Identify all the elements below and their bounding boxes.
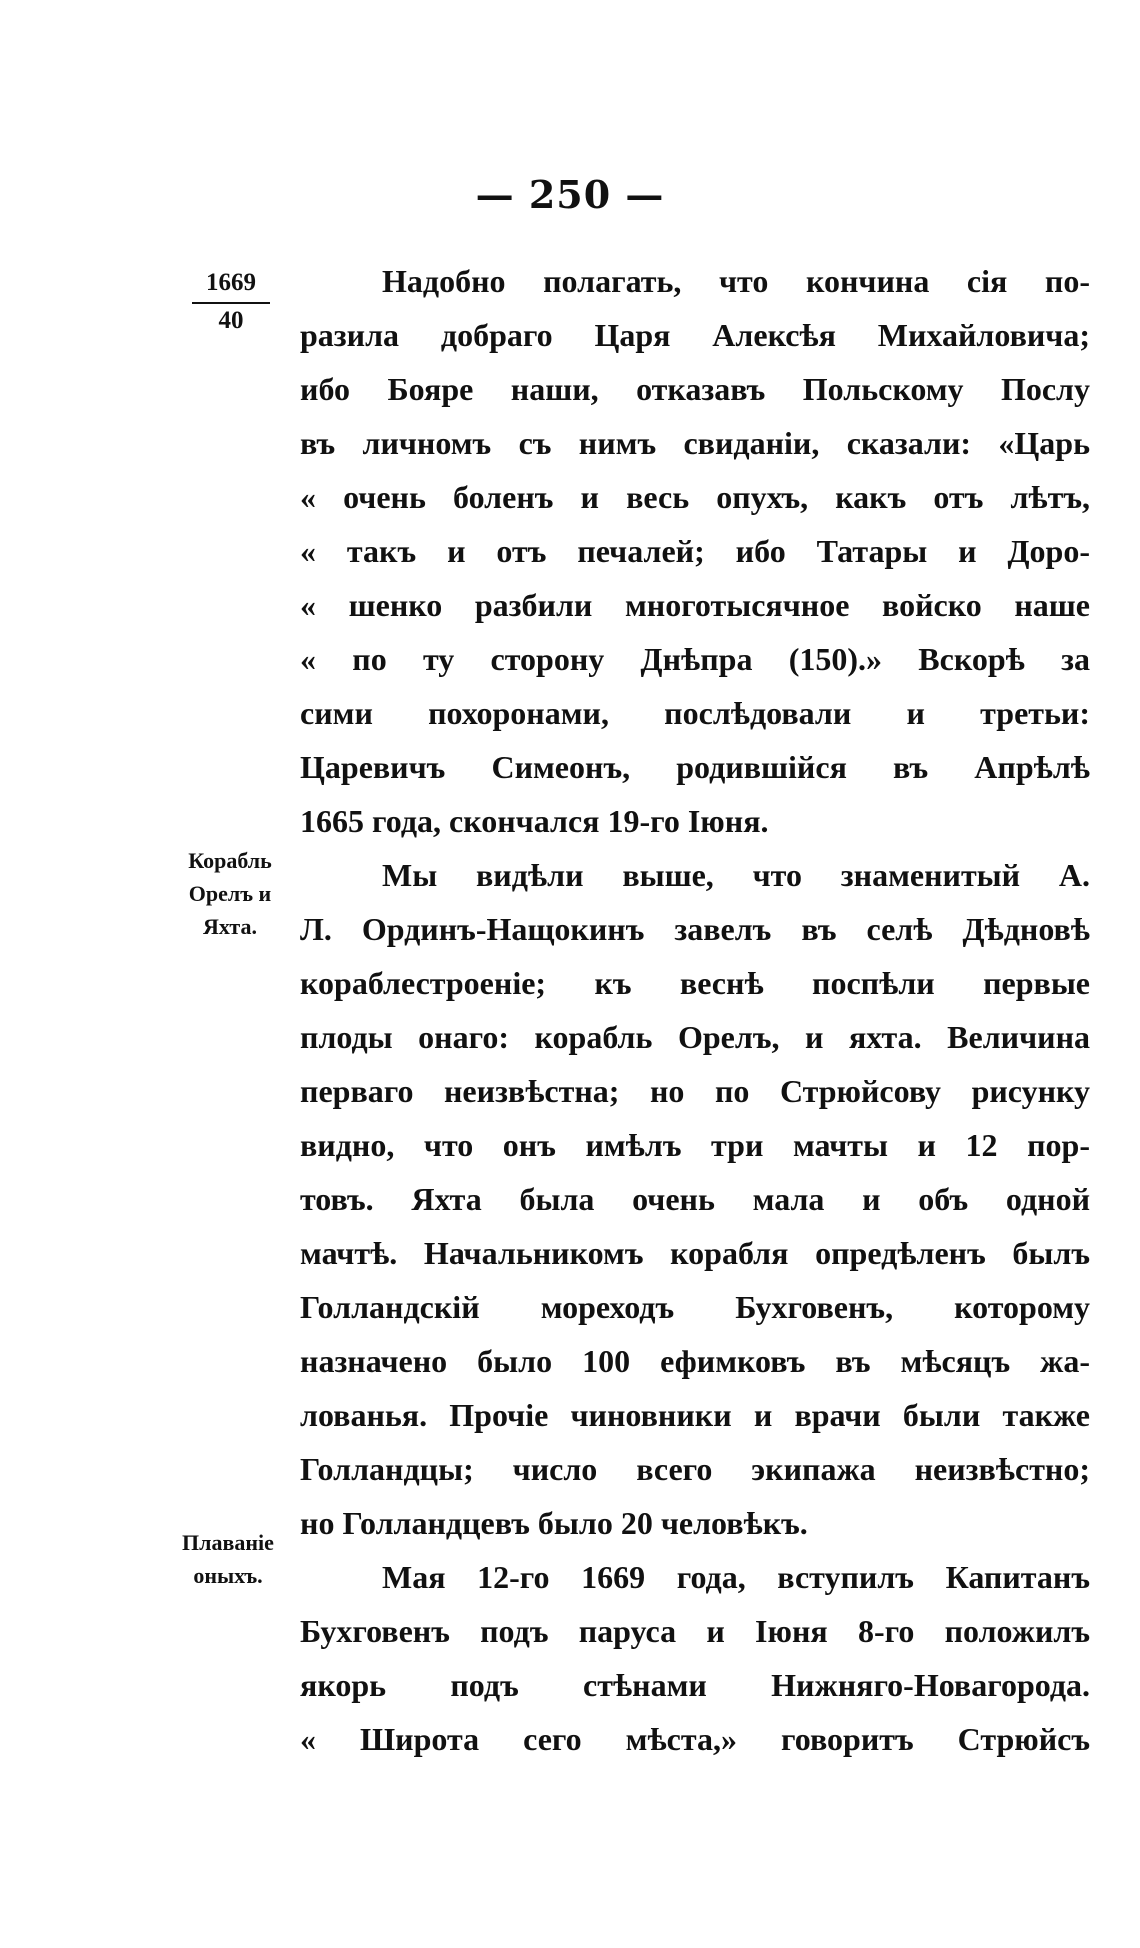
text-line: « Широта сего мѣста,» говоритъ Стрюйсъ bbox=[300, 1721, 1090, 1757]
margin-note-line: оныхъ. bbox=[193, 1563, 263, 1588]
text-line: сими похоронами, послѣдовали и третьи: bbox=[300, 695, 1090, 731]
text-line: 1665 года, скончался 19-го Іюня. bbox=[300, 803, 769, 839]
text-line: назначено было 100 ефимковъ въ мѣсяцъ жа- bbox=[300, 1343, 1090, 1379]
text-line: ибо Бояре наши, отказавъ Польскому Послу bbox=[300, 371, 1090, 407]
text-line: Надобно полагать, что кончина сія по- bbox=[382, 263, 1090, 299]
text-line: « очень боленъ и весь опухъ, какъ отъ лѣтъ, bbox=[300, 479, 1090, 515]
margin-year-note bbox=[192, 266, 270, 338]
text-line: товъ. Яхта была очень мала и объ одной bbox=[300, 1181, 1090, 1217]
margin-note-line: Плаваніе bbox=[182, 1530, 274, 1555]
page-number: — 250 — bbox=[475, 172, 665, 217]
text-line: разила добраго Царя Алексѣя Михайловича; bbox=[300, 317, 1090, 353]
text-line: « по ту сторону Днѣпра (150).» Вскорѣ за bbox=[300, 641, 1090, 677]
text-line: Мы видѣли выше, что знаменитый А. bbox=[382, 857, 1090, 893]
margin-note-line: Орелъ и bbox=[188, 881, 272, 906]
text-line: « такъ и отъ печалей; ибо Татары и Доро- bbox=[300, 533, 1090, 569]
margin-note-line: Яхта. bbox=[203, 914, 257, 939]
text-line: Мая 12-го 1669 года, вступилъ Капитанъ bbox=[382, 1559, 1090, 1595]
text-line: якорь подъ стѣнами Нижняго-Новагорода. bbox=[300, 1667, 1090, 1703]
text-line: Царевичъ Симеонъ, родившійся въ Апрѣлѣ bbox=[300, 749, 1090, 785]
margin-note-ship bbox=[168, 844, 292, 943]
text-line: но Голландцевъ было 20 человѣкъ. bbox=[300, 1505, 808, 1541]
text-line: Бухговенъ подъ паруса и Іюня 8-го положилъ bbox=[300, 1613, 1090, 1649]
text-line: перваго неизвѣстна; но по Стрюйсову рисунку bbox=[300, 1073, 1090, 1109]
text-line: видно, что онъ имѣлъ три мачты и 12 пор- bbox=[300, 1127, 1090, 1163]
text-line: Голландскій мореходъ Бухговенъ, которому bbox=[300, 1289, 1090, 1325]
text-line: Л. Ординъ-Нащокинъ завелъ въ селѣ Дѣдновѣ bbox=[300, 911, 1090, 947]
text-line: лованья. Прочіе чиновники и врачи были также bbox=[300, 1397, 1090, 1433]
text-line: въ личномъ съ нимъ свиданіи, сказали: «Царь bbox=[300, 425, 1090, 461]
margin-note-line: Корабль bbox=[188, 848, 272, 873]
margin-year-sub: 40 bbox=[218, 307, 244, 334]
text-line: плоды онаго: корабль Орелъ, и яхта. Величина bbox=[300, 1019, 1090, 1055]
text-line: « шенко разбили многотысячное войско наше bbox=[300, 587, 1090, 623]
margin-note-voyage bbox=[164, 1526, 292, 1592]
margin-year: 1669 bbox=[192, 266, 270, 304]
text-line: мачтѣ. Начальникомъ корабля опредѣленъ былъ bbox=[300, 1235, 1090, 1271]
text-line: кораблестроеніе; къ веснѣ поспѣли первые bbox=[300, 965, 1090, 1001]
text-line: Голландцы; число всего экипажа неизвѣстно; bbox=[300, 1451, 1090, 1487]
